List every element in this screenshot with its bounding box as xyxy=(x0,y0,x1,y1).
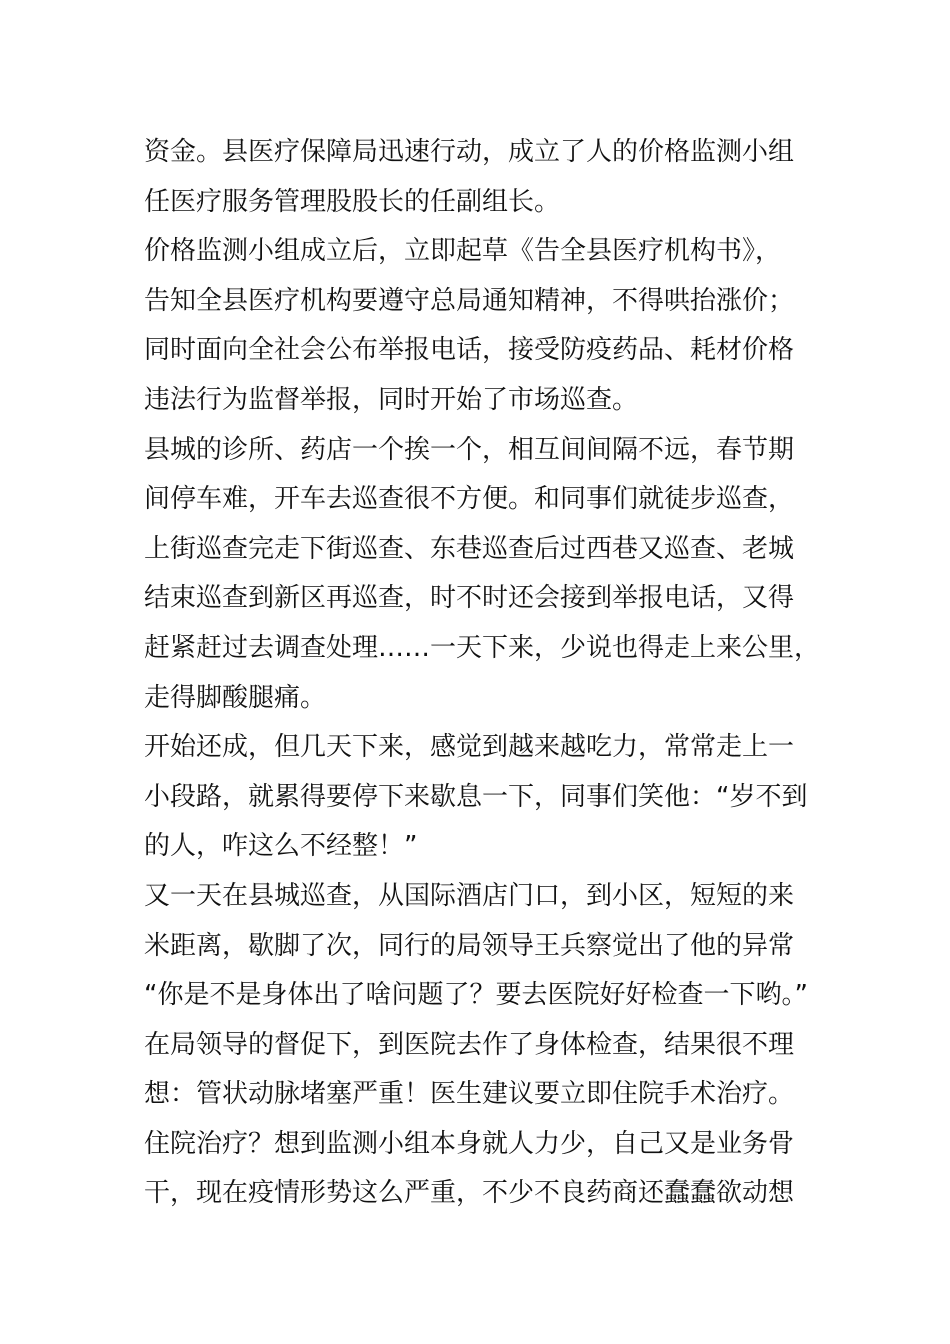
text-line: 想：管状动脉堵塞严重！医生建议要立即住院手术治疗。 xyxy=(144,1079,795,1110)
text-line: 违法行为监督举报，同时开始了市场巡查。 xyxy=(144,384,639,415)
text-line: 结束巡查到新区再巡查，时不时还会接到举报电话，又得 xyxy=(144,583,795,614)
text-line: 资金。县医疗保障局迅速行动，成立了人的价格监测小组 xyxy=(144,137,795,167)
text-line: 任医疗服务管理股股长的任副组长。 xyxy=(144,186,561,217)
text-line: 同时面向全社会公布举报电话，接受防疫药品、耗材价格 xyxy=(144,335,795,366)
text-line: 小段路，就累得要停下来歇息一下，同事们笑他：“岁不到 xyxy=(144,781,808,812)
document-body xyxy=(144,128,821,1219)
text-line: 干，现在疫情形势这么严重，不少不良药商还蠢蠢欲动想 xyxy=(144,1178,795,1209)
text-line: 又一天在县城巡查，从国际酒店门口，到小区，短短的来 xyxy=(144,880,795,911)
text-line: 告知全县医疗机构要遵守总局通知精神，不得哄抬涨价； xyxy=(144,285,795,316)
text-line: “你是不是身体出了啥问题了？要去医院好好检查一下哟。” xyxy=(144,980,808,1011)
text-line: 住院治疗？想到监测小组本身就人力少，自己又是业务骨 xyxy=(144,1128,795,1159)
text-line: 赶紧赶过去调查处理……一天下来，少说也得走上来公里， xyxy=(144,632,821,663)
text-line: 的人，咋这么不经整！” xyxy=(144,831,418,862)
text-line: 县城的诊所、药店一个挨一个，相互间间隔不远，春节期 xyxy=(144,434,795,465)
text-line: 上街巡查完走下街巡查、东巷巡查后过西巷又巡查、老城 xyxy=(144,533,795,564)
text-line: 在局领导的督促下，到医院去作了身体检查，结果很不理 xyxy=(144,1029,795,1060)
text-line: 米距离，歇脚了次，同行的局领导王兵察觉出了他的异常 xyxy=(144,930,795,961)
text-line: 价格监测小组成立后，立即起草《告全县医疗机构书》， xyxy=(144,236,782,267)
text-line: 开始还成，但几天下来，感觉到越来越吃力，常常走上一 xyxy=(144,732,795,763)
text-line: 间停车难，开车去巡查很不方便。和同事们就徒步巡查， xyxy=(144,484,795,515)
text-line: 走得脚酸腿痛。 xyxy=(144,682,327,713)
